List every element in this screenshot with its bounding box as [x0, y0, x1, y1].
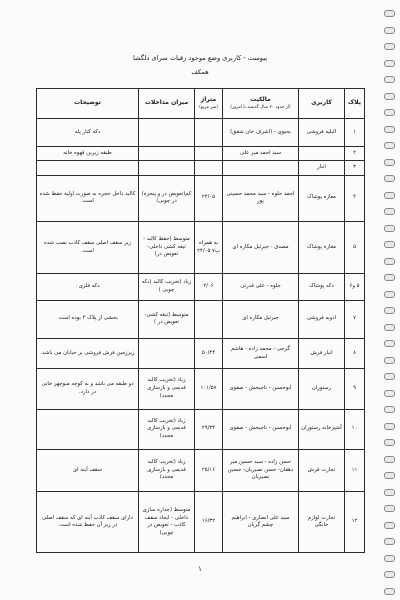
col-header-notes: توضیحات	[37, 89, 139, 119]
cell-usage: انبار	[299, 161, 345, 175]
cell-intervention: زیاد (تخریب کالبد قدیمی و بازسازی مجدد)	[139, 369, 195, 409]
cell-intervention	[139, 147, 195, 161]
cell-usage	[299, 147, 345, 161]
table-row	[37, 274, 365, 300]
cell-owner: یحیوی - (اشرف خان شقق)	[223, 119, 299, 147]
cell-notes: طبقه زیرین قهوه خانه	[37, 147, 139, 161]
cell-owner: سید احمد میر علی	[223, 147, 299, 161]
cell-area	[195, 161, 223, 175]
table-row	[37, 175, 365, 221]
cell-usage: ادویه فروشی	[299, 300, 345, 338]
cell-no: ۳	[345, 161, 365, 175]
col-header-owner-note: (از حدود ۳۰ سال گذشته تا امروز)	[230, 104, 291, 110]
cell-no: ۵ و۶	[345, 274, 365, 300]
cell-area: ۲/۰۶	[195, 274, 223, 300]
cell-no: ۱۰	[345, 409, 365, 449]
table-header-row	[37, 89, 365, 119]
cell-no: ۷	[345, 300, 365, 338]
cell-notes	[37, 161, 139, 175]
cell-usage: انبار فرش	[299, 338, 345, 368]
cell-owner: گرجی - محمد زاده - هاشم اسمی	[223, 338, 299, 368]
cell-notes: دو طبقه می باشد و به کوچه منوچهر خانی در دارد.	[37, 369, 139, 409]
col-header-owner	[223, 89, 299, 119]
cell-notes: دارای سقف کاذب آینه ای که سقف اصلی در زیر آن حفظ شده است.	[37, 492, 139, 553]
cell-area: ۵۰/۴۴	[195, 338, 223, 368]
cell-area	[195, 300, 223, 338]
cell-area: ۲۴/۰۵	[195, 175, 223, 221]
cell-owner: ابوحسین - ناجیخش - صفوی	[223, 409, 299, 449]
cell-intervention: متوسط (حفظ کالبد - تیغه کشی داخلی- تعویض در)	[139, 221, 195, 273]
cell-notes: دکه فلزی .	[37, 274, 139, 300]
cell-intervention	[139, 161, 195, 175]
col-header-area	[195, 89, 223, 119]
cell-area	[195, 147, 223, 161]
cell-notes: دکه کنار پله	[37, 119, 139, 147]
cell-no: ۵	[345, 221, 365, 273]
table-row	[37, 338, 365, 368]
cell-usage: تجارت فرش	[299, 449, 345, 491]
table-row	[37, 369, 365, 409]
cell-usage: البلیه فروشی	[299, 119, 345, 147]
cell-usage: مغازه پوشاک	[299, 221, 345, 273]
cell-owner: ابوحسین - ناجیخش - صفوی	[223, 369, 299, 409]
col-header-owner-label: مالکیت	[250, 96, 271, 104]
cell-intervention: متوسط (جداره سازی داخلی - ایجاد سقف کاذب - تعویض در چوبی)	[139, 492, 195, 553]
page-number: ۱	[198, 565, 202, 573]
cell-intervention: متوسط (تیغه کشی- تعویض در )	[139, 300, 195, 338]
table-row	[37, 449, 365, 491]
cell-owner: جبرئیل مکاره ای	[223, 300, 299, 338]
cell-intervention: کم(تعویض در و پنجره) در چوبی)	[139, 175, 195, 221]
cell-area: ۲۵/۱۶	[195, 449, 223, 491]
cell-area	[195, 119, 223, 147]
table-row	[37, 221, 365, 273]
cell-intervention	[139, 338, 195, 368]
cell-no: ۱۱	[345, 449, 365, 491]
table-row	[37, 119, 365, 147]
col-header-no: پلاک	[345, 89, 365, 119]
table-row	[37, 147, 365, 161]
cell-intervention	[139, 119, 195, 147]
cell-area: ۱۶/۳۲	[195, 492, 223, 553]
cell-intervention: زیاد (تخریب کالبد قدیمی و بازسازی مجدد)	[139, 409, 195, 449]
document-subtitle: همکف	[191, 68, 209, 76]
cell-intervention: زیاد (تخریب کالبد (دکه چوبی )	[139, 274, 195, 300]
cell-intervention: زیاد (تخریب کالبد قدیمی و بازسازی مجدد)	[139, 449, 195, 491]
cell-usage: دکه پوشاک	[299, 274, 345, 300]
cell-notes	[37, 409, 139, 449]
table-row	[37, 492, 365, 553]
cell-owner: احمد جلوه - سید محمد حسینی پور	[223, 175, 299, 221]
cell-area: ۱۰۱/۵۷	[195, 369, 223, 409]
cell-area: به همراه پ۷ ۲۴/۰۵	[195, 221, 223, 273]
cell-notes: بخشی از پلاک ۴ بوده است.	[37, 300, 139, 338]
cell-owner: حسن زاده - سید حسین میر دهقان- حسن نصیریان- حسین نصیریان	[223, 449, 299, 491]
cell-owner	[223, 161, 299, 175]
table-row	[37, 409, 365, 449]
cell-owner: جلوه - علی قدرتی	[223, 274, 299, 300]
document-title: پیوست - کاربری وضع موجود رقبات سرای دلگشا	[132, 54, 268, 62]
cell-usage: تجارت لوازم خانگی	[299, 492, 345, 553]
spiral-binding	[384, 10, 398, 595]
cell-notes: سقف آینه ای	[37, 449, 139, 491]
col-header-intervention: میزان مداخلات	[139, 89, 195, 119]
col-header-area-note: (متر مربع)	[199, 104, 218, 110]
cell-usage: آشپزخانه رستوران	[299, 409, 345, 449]
cell-no: ۴	[345, 175, 365, 221]
cell-owner: مصدق - جبرئیل مکاره ای	[223, 221, 299, 273]
cell-notes: زیرزمین فرش فروشی بر خیابان می باشد.	[37, 338, 139, 368]
cell-notes: زیر سقف اصلی سقف کاذب نصب شده است.	[37, 221, 139, 273]
table-row	[37, 161, 365, 175]
col-header-usage: کاربری	[299, 89, 345, 119]
cell-owner: سید علی انصاری - ابراهیم چشم گریان	[223, 492, 299, 553]
cell-no: ۸	[345, 338, 365, 368]
col-header-area-label: متراژ	[200, 96, 217, 104]
cell-no: ۱	[345, 119, 365, 147]
cell-no: ۱۲	[345, 492, 365, 553]
cell-usage: رستوران	[299, 369, 345, 409]
cell-no: ۲	[345, 147, 365, 161]
cell-notes: کالبد داخل حجره به صورت اولیه حفظ شده است.	[37, 175, 139, 221]
usage-table	[36, 88, 365, 553]
cell-usage: مغازه پوشاک	[299, 175, 345, 221]
cell-no: ۹	[345, 369, 365, 409]
cell-area: ۲۹/۳۴	[195, 409, 223, 449]
table-row	[37, 300, 365, 338]
